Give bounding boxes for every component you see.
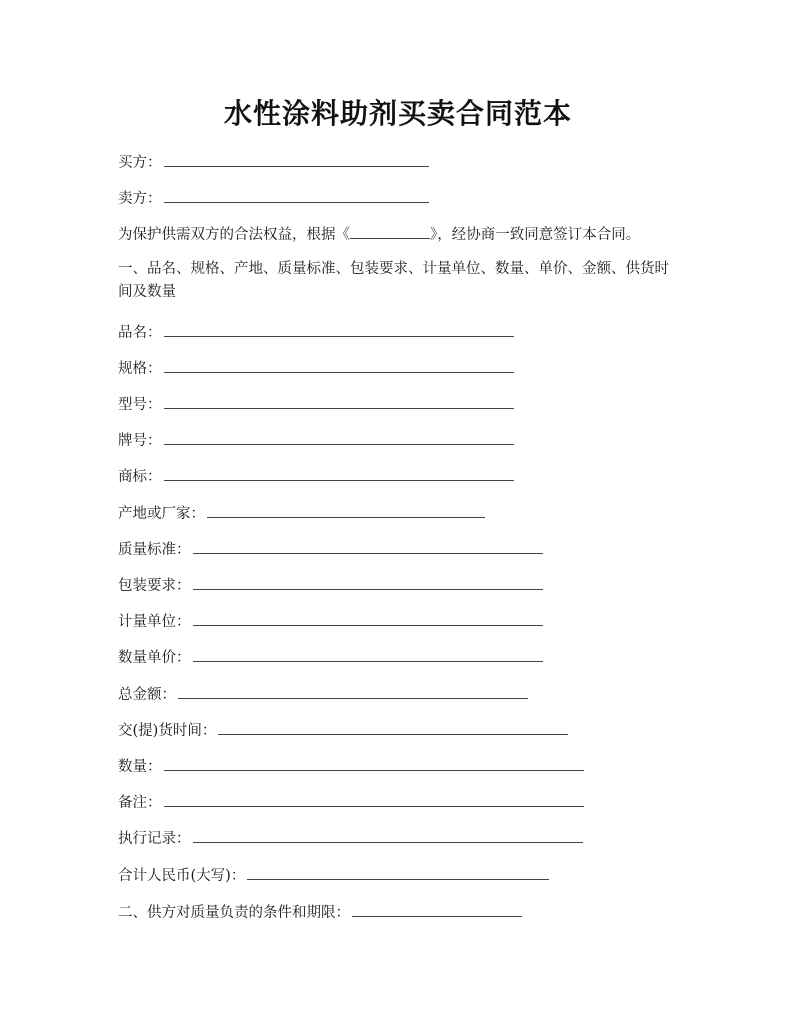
field-label-unit: 计量单位：	[118, 614, 191, 630]
field-blank-origin[interactable]	[207, 503, 485, 518]
field-blank-execution-record[interactable]	[193, 828, 583, 843]
document-title: 水性涂料助剂买卖合同范本	[223, 97, 572, 130]
field-blank-packaging[interactable]	[193, 575, 543, 590]
field-row-quantity	[118, 756, 584, 776]
section2-label: 二、供方对质量负责的条件和期限：	[118, 905, 350, 921]
field-blank-quality-standard[interactable]	[193, 539, 543, 554]
field-row-execution-record	[118, 828, 583, 848]
field-row-unit-price	[118, 647, 543, 667]
field-label-quality-standard: 质量标准：	[118, 542, 191, 558]
field-row-total-amount	[118, 684, 528, 704]
field-row-grade	[118, 430, 514, 450]
field-row-spec	[118, 358, 514, 378]
field-row-delivery-time	[118, 720, 568, 740]
field-row-model	[118, 394, 514, 414]
field-row-quality-standard	[118, 539, 543, 559]
intro-text-2: 》，经协商一致同意签订本合同。	[430, 227, 641, 243]
field-blank-total-amount[interactable]	[178, 684, 528, 699]
field-label-trademark: 商标：	[118, 469, 162, 485]
field-blank-unit-price[interactable]	[193, 647, 543, 662]
field-row-total-rmb	[118, 865, 549, 885]
section1-heading: 一、品名、规格、产地、质量标准、包装要求、计量单位、数量、单价、金额、供货时间及数量	[118, 261, 669, 300]
field-label-unit-price: 数量单价：	[118, 650, 191, 666]
seller-line	[118, 188, 429, 208]
field-row-unit	[118, 611, 543, 631]
field-blank-remarks[interactable]	[164, 792, 584, 807]
field-label-grade: 牌号：	[118, 433, 162, 449]
field-label-packaging: 包装要求：	[118, 578, 191, 594]
field-label-model: 型号：	[118, 397, 162, 413]
field-blank-unit[interactable]	[193, 611, 543, 626]
field-label-total-rmb: 合计人民币(大写)：	[118, 868, 246, 884]
field-blank-model[interactable]	[164, 394, 514, 409]
field-label-quantity: 数量：	[118, 759, 162, 775]
section2-blank[interactable]	[352, 902, 522, 917]
field-blank-quantity[interactable]	[164, 756, 584, 771]
field-label-remarks: 备注：	[118, 795, 162, 811]
field-blank-trademark[interactable]	[164, 466, 514, 481]
buyer-blank[interactable]	[164, 152, 429, 167]
field-label-product-name: 品名：	[118, 325, 162, 341]
field-row-trademark	[118, 466, 514, 486]
section2-line	[118, 902, 522, 922]
field-blank-delivery-time[interactable]	[218, 720, 568, 735]
field-label-origin: 产地或厂家：	[118, 506, 205, 522]
buyer-label: 买方：	[118, 155, 162, 171]
field-row-packaging	[118, 575, 543, 595]
field-blank-spec[interactable]	[164, 358, 514, 373]
field-blank-product-name[interactable]	[164, 322, 514, 337]
field-row-product-name	[118, 322, 514, 342]
law-name-blank[interactable]	[350, 224, 430, 239]
intro-paragraph	[118, 224, 640, 244]
field-label-execution-record: 执行记录：	[118, 831, 191, 847]
buyer-line	[118, 152, 429, 172]
field-blank-total-rmb[interactable]	[247, 865, 549, 880]
seller-blank[interactable]	[164, 188, 429, 203]
field-row-remarks	[118, 792, 584, 812]
field-blank-grade[interactable]	[164, 430, 514, 445]
field-label-total-amount: 总金额：	[118, 687, 176, 703]
seller-label: 卖方：	[118, 191, 162, 207]
field-label-delivery-time: 交(提)货时间：	[118, 723, 217, 739]
field-row-origin	[118, 503, 485, 523]
field-label-spec: 规格：	[118, 361, 162, 377]
intro-text-1: 为保护供需双方的合法权益，根据《	[118, 227, 350, 243]
